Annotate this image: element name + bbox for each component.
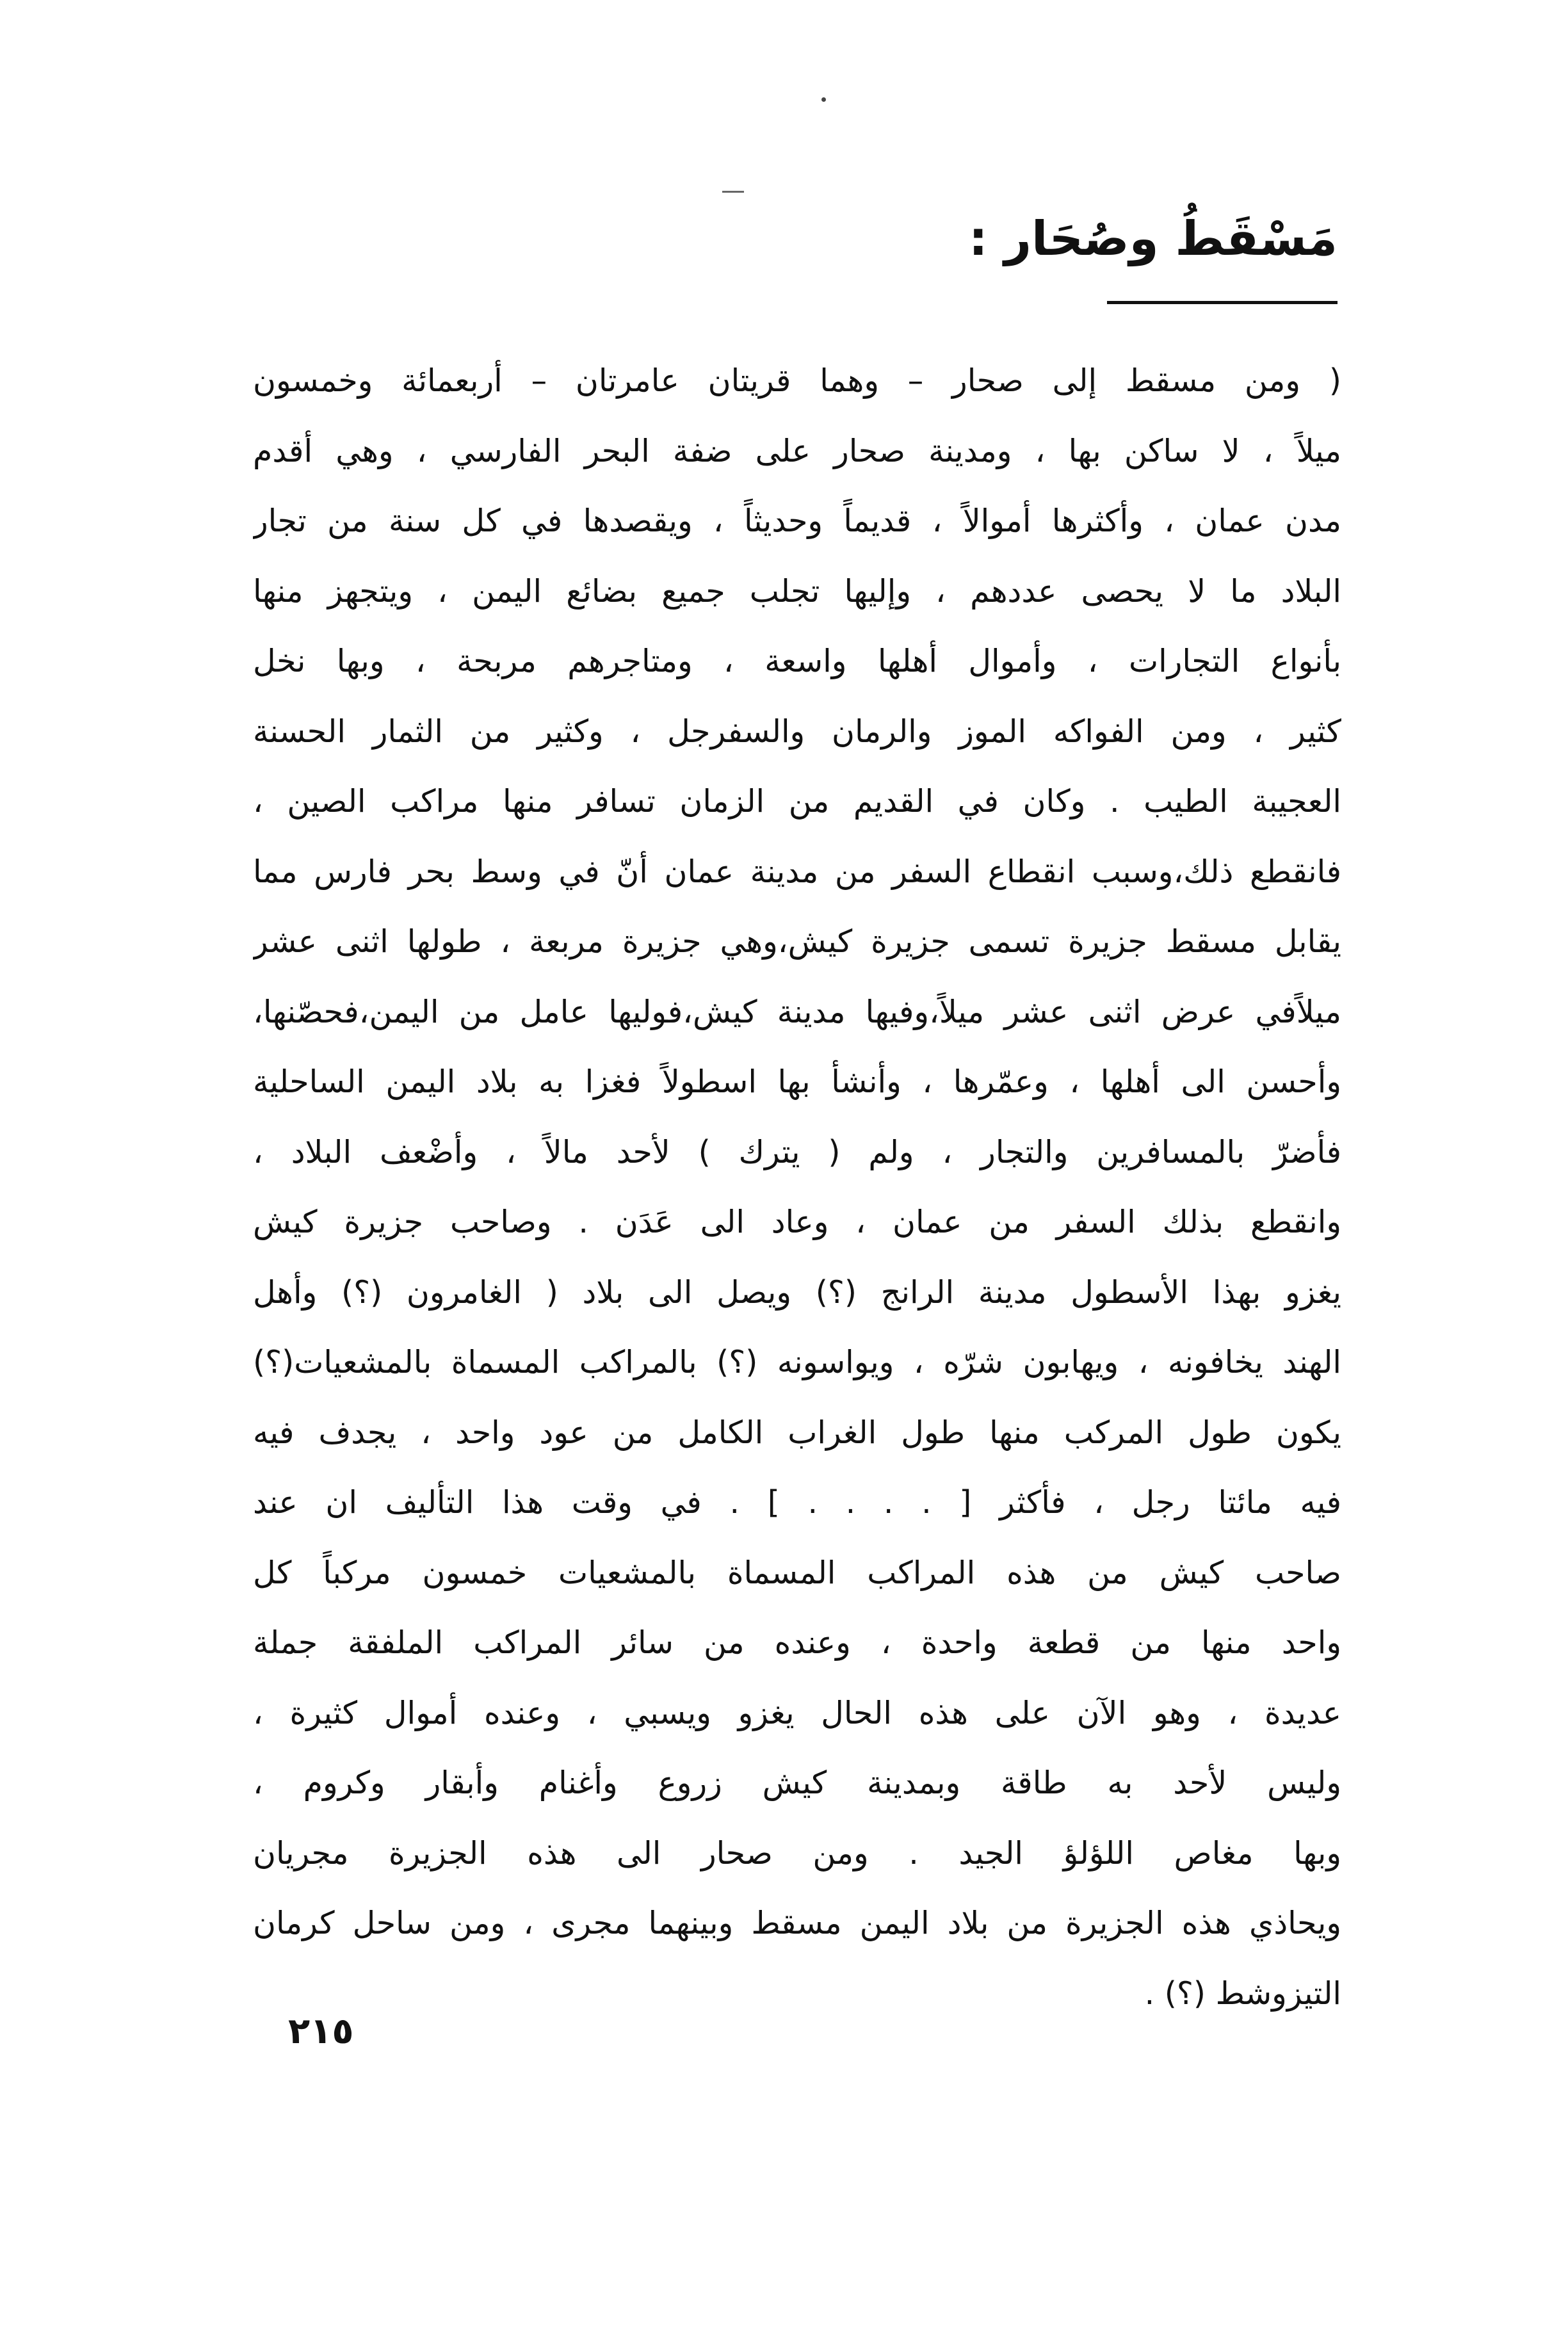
text-line: عديدة ، وهو الآن على هذه الحال يغزو ويسبي ، وعنده أموال كثيرة ، <box>253 1694 1341 1731</box>
text-line: ميلاًفي عرض اثنى عشر ميلاً،وفيها مدينة كيش،فوليها عامل من اليمن،فحصّنها، <box>253 993 1341 1030</box>
text-line: فانقطع ذلك،وسبب انقطاع السفر من مدينة عمان أنّ في وسط بحر فارس مما <box>253 853 1341 890</box>
text-line: البلاد ما لا يحصى عددهم ، وإليها تجلب جميع بضائع اليمن ، ويتجهز منها <box>253 572 1341 610</box>
text-line: الهند يخافونه ، ويهابون شرّه ، ويواسونه (؟) بالمراكب المسماة بالمشعيات(؟) <box>253 1344 1341 1380</box>
text-line: صاحب كيش من هذه المراكب المسماة بالمشعيات خمسون مركباً كل <box>253 1554 1341 1591</box>
text-line: واحد منها من قطعة واحدة ، وعنده من سائر المراكب الملفقة جملة <box>253 1624 1341 1661</box>
text-line: التيزوشط (؟) . <box>1144 1975 1341 2012</box>
text-line: وليس لأحد به طاقة وبمدينة كيش زروع وأغنام وأبقار وكروم ، <box>253 1765 1341 1801</box>
body-text <box>253 346 1341 2028</box>
title-underline <box>1107 301 1338 304</box>
text-line: فأضرّ بالمسافرين والتجار ، ولم ( يترك ) لأحد مالاً ، وأضْعف البلاد ، <box>253 1133 1341 1170</box>
text-line: كثير ، ومن الفواكه الموز والرمان والسفرجل ، وكثير من الثمار الحسنة <box>253 713 1341 750</box>
text-line: ويحاذي هذه الجزيرة من بلاد اليمن مسقط وبينهما مجرى ، ومن ساحل كرمان <box>253 1905 1341 1941</box>
text-line: ميلاً ، لا ساكن بها ، ومدينة صحار على ضفة البحر الفارسي ، وهي أقدم <box>253 432 1341 469</box>
text-line: وبها مغاص اللؤلؤ الجيد . ومن صحار الى هذه الجزيرة مجريان <box>253 1834 1341 1872</box>
text-line: يغزو بهذا الأسطول مدينة الرانج (؟) ويصل الى بلاد ( الغامرون (؟) وأهل <box>253 1274 1341 1311</box>
text-line: وأحسن الى أهلها ، وعمّرها ، وأنشأ بها اسطولاً فغزا به بلاد اليمن الساحلية <box>253 1063 1341 1100</box>
text-line: مدن عمان ، وأكثرها أموالاً ، قديماً وحديثاً ، ويقصدها في كل سنة من تجار <box>253 503 1341 539</box>
text-line: بأنواع التجارات ، وأموال أهلها واسعة ، ومتاجرهم مربحة ، وبها نخل <box>253 643 1341 679</box>
ink-mark <box>722 191 744 193</box>
text-line: يقابل مسقط جزيرة تسمى جزيرة كيش،وهي جزيرة مربعة ، طولها اثنى عشر <box>253 923 1341 960</box>
page-number: ٢١٥ <box>288 2010 354 2052</box>
text-line: وانقطع بذلك السفر من عمان ، وعاد الى عَدَن . وصاحب جزيرة كيش <box>253 1204 1341 1240</box>
text-line: العجيبة الطيب . وكان في القديم من الزمان تسافر منها مراكب الصين ، <box>253 783 1341 820</box>
section-title: مَسْقَطُ وصُحَار : <box>969 211 1338 266</box>
ink-speck <box>821 97 826 102</box>
text-line: ( ومن مسقط إلى صحار – وهما قريتان عامرتان – أربعمائة وخمسون <box>253 362 1341 399</box>
text-line: يكون طول المركب منها طول الغراب الكامل من عود واحد ، يجدف فيه <box>253 1414 1341 1451</box>
text-line: فيه مائتا رجل ، فأكثر [ . . . . ] . في وقت هذا التأليف ان عند <box>253 1484 1341 1521</box>
